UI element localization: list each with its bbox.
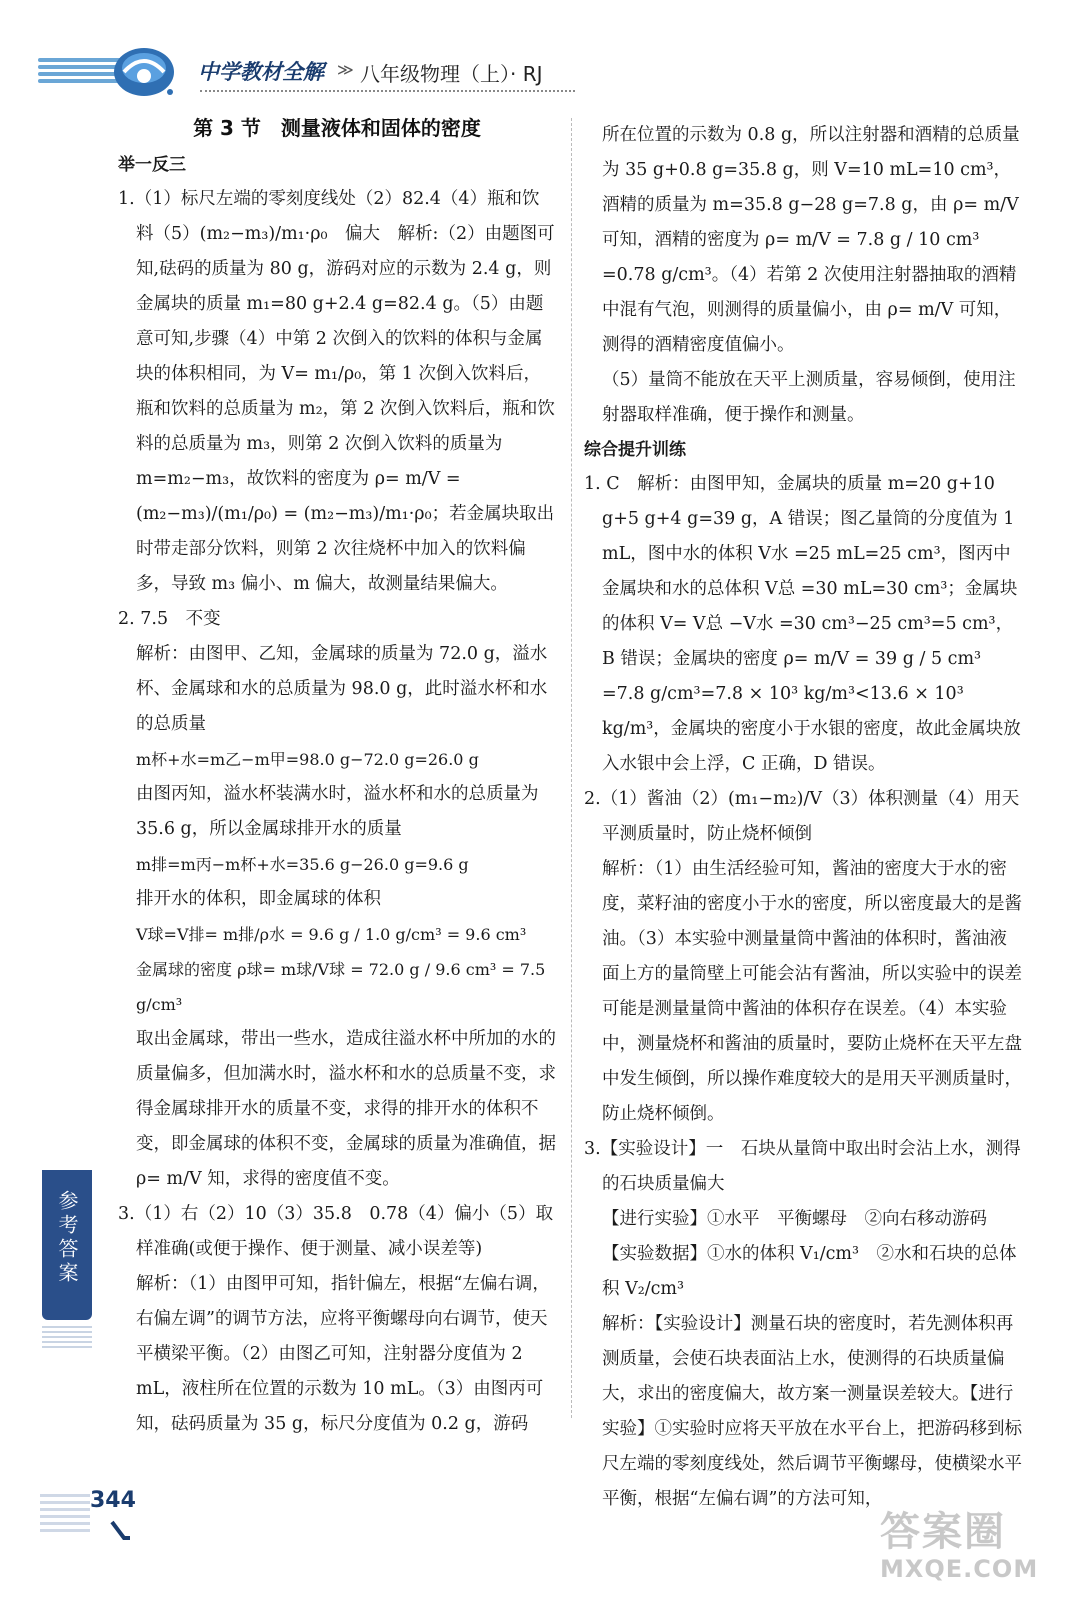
- right-paragraph: 3.【实验设计】一 石块从量筒中取出时会沾上水，测得的石块质量偏大: [584, 1139, 1021, 1194]
- left-paragraph: 1.（1）标尺左端的零刻度线处（2）82.4（4）瓶和饮料（5）(m₂−m₃)/m₁·ρ₀ 偏大 解析:（2）由题图可知,砝码的质量为 80 g，游码对应的示数为 2.4 g，则金属块的质量 m₁=80 g+2.4 g=82.4 g。（5）由题意可知,步骤（4）中第 2 次倒入的饮料的体积与金属块的体积相同，为 V= m₁/ρ₀，第 1 次倒入饮料后，瓶和饮料的总质量为 m₂，第 2 次倒入饮料后，瓶和饮料的总质量为 m₃，则第 2 次倒入饮料的质量为 m=m₂−m₃，故饮料的密度为 ρ= m/V = (m₂−m₃)/(m₁/ρ₀) = (m₂−m₃)/m₁·ρ₀；若金属块取出时带走部分饮料，则第 2 次往烧杯中加入的饮料偏多，导致 m₃ 偏小、m 偏大，故测量结果偏大。: [118, 189, 555, 594]
- right-column-body: [584, 118, 1024, 1517]
- left-paragraph: m排=m丙−m杯+水=35.6 g−26.0 g=9.6 g: [136, 855, 469, 874]
- left-paragraph: m杯+水=m乙−m甲=98.0 g−72.0 g=26.0 g: [136, 750, 479, 769]
- page-number-lines: [40, 1494, 90, 1536]
- left-paragraph: 解析：（1）由图甲可知，指针偏左，根据“左偏右调，右偏左调”的调节方法，应将平衡螺母向右调节，使天平横梁平衡。（2）由图乙可知，注射器分度值为 2 mL，液柱所在位置的示数为 10 mL。（3）由图丙可知，砝码质量为 35 g，标尺分度值为 0.2 g，游码: [136, 1274, 550, 1434]
- right-paragraph: 1. C 解析：由图甲知，金属块的质量 m=20 g+10 g+5 g+4 g=39 g，A 错误；图乙量筒的分度值为 1 mL，图中水的体积 V水 =25 mL=25 cm³，图丙中金属块和水的总体积 V总 =30 mL=30 cm³；金属块的体积 V= V总 −V水 =30 cm³−25 cm³=5 cm³，B 错误；金属块的密度 ρ= m/V = 39 g / 5 cm³ =7.8 g/cm³=7.8 × 10³ kg/m³<13.6 × 10³ kg/m³，金属块的密度小于水银的密度，故此金属块放入水银中会上浮，C 正确，D 错误。: [584, 474, 1021, 774]
- right-paragraph: 解析：（1）由生活经验可知，酱油的密度大于水的密度，菜籽油的密度小于水的密度，所以密度最大的是酱油。（3）本实验中测量量筒中酱油的体积时，酱油液面上方的量筒壁上可能会沾有酱油，所以实验中的误差可能是测量量筒中酱油的体积存在误差。（4）本实验中，测量烧杯和酱油的质量时，要防止烧杯在天平左盘中发生倾倒，所以操作难度较大的是用天平测质量时，防止烧杯倾倒。: [602, 859, 1022, 1124]
- right-paragraph: 【实验数据】①水的体积 V₁/cm³ ②水和石块的总体积 V₂/cm³: [602, 1244, 1017, 1299]
- left-paragraph: 排开水的体积，即金属球的体积: [136, 889, 381, 909]
- header-divider: [200, 90, 575, 92]
- section-title: 第 3 节 测量液体和固体的密度: [193, 116, 481, 140]
- left-paragraph: 解析：由图甲、乙知，金属球的质量为 72.0 g，溢水杯、金属球和水的总质量为 98.0 g，此时溢水杯和水的总质量: [136, 644, 548, 734]
- left-column: [118, 108, 556, 1442]
- book-subject: 八年级物理（上）· RJ: [360, 62, 543, 86]
- left-paragraph: 3.（1）右（2）10（3）35.8 0.78（4）偏小（5）取样准确(或便于操作、便于测量、减小误差等): [118, 1204, 554, 1259]
- left-paragraph: 取出金属球，带出一些水，造成往溢水杯中所加的水的质量偏多，但加满水时，溢水杯和水的总质量不变，求得金属球排开水的质量不变，求得的排开水的体积不变，即金属球的体积不变，金属球的质量为准确值，据 ρ= m/V 知，求得的密度值不变。: [136, 1029, 556, 1189]
- left-column-body: [118, 182, 556, 1442]
- subhead-practice: 举一反三: [118, 155, 186, 175]
- right-paragraph: 所在位置的示数为 0.8 g，所以注射器和酒精的总质量为 35 g+0.8 g=35.8 g，则 V=10 mL=10 cm³，酒精的质量为 m=35.8 g−28 g=7.8 g，由 ρ= m/V 可知，酒精的密度为 ρ= m/V = 7.8 g / 10 cm³ =0.78 g/cm³。（4）若第 2 次使用注射器抽取的酒精中混有气泡，则测得的质量偏小，由 ρ= m/V 可知，测得的酒精密度值偏小。: [602, 125, 1020, 355]
- right-paragraph: （5）量筒不能放在天平上测质量，容易倾倒，使用注射器取样准确，便于操作和测量。: [602, 370, 1016, 425]
- page-hook-icon: [110, 1520, 132, 1542]
- left-paragraph: 由图丙知，溢水杯装满水时，溢水杯和水的总质量为 35.6 g，所以金属球排开水的质量: [136, 784, 539, 839]
- left-paragraph: 2. 7.5 不变: [118, 609, 221, 629]
- right-paragraph: 【进行实验】①水平 平衡螺母 ②向右移动游码: [602, 1209, 987, 1229]
- right-paragraph: 综合提升训练: [584, 440, 686, 460]
- answers-side-tab-label: 参考答案: [55, 1190, 79, 1286]
- right-paragraph: 解析：【实验设计】测量石块的密度时，若先测体积再测质量，会使石块表面沾上水，使测得的石块质量偏大，求出的密度偏大，故方案一测量误差较大。【进行实验】①实验时应将天平放在水平台上，把游码移到标尺左端的零刻度线处，然后调节平衡螺母，使横梁水平平衡，根据“左偏右调”的方法可知，: [602, 1314, 1022, 1509]
- left-paragraph: V球=V排= m排/ρ水 = 9.6 g / 1.0 g/cm³ = 9.6 cm³: [136, 925, 527, 944]
- page-number: 344: [90, 1488, 136, 1513]
- right-paragraph: 2.（1）酱油（2）(m₁−m₂)/V（3）体积测量（4）用天平测质量时，防止烧杯倾倒: [584, 789, 1020, 844]
- page-header: [0, 0, 1069, 110]
- left-paragraph: 金属球的密度 ρ球= m球/V球 = 72.0 g / 9.6 cm³ = 7.5 g/cm³: [136, 960, 546, 1014]
- header-arrow: ≫: [337, 60, 354, 79]
- book-logo-icon: [110, 42, 178, 100]
- watermark-url: MXQE.COM: [880, 1555, 1039, 1583]
- book-title: 中学教材全解: [198, 60, 324, 84]
- watermark-logo: 答案圈: [880, 1509, 1006, 1555]
- right-column: [584, 118, 1024, 1517]
- side-tab-lines: [42, 1326, 92, 1351]
- column-divider: [571, 118, 572, 1418]
